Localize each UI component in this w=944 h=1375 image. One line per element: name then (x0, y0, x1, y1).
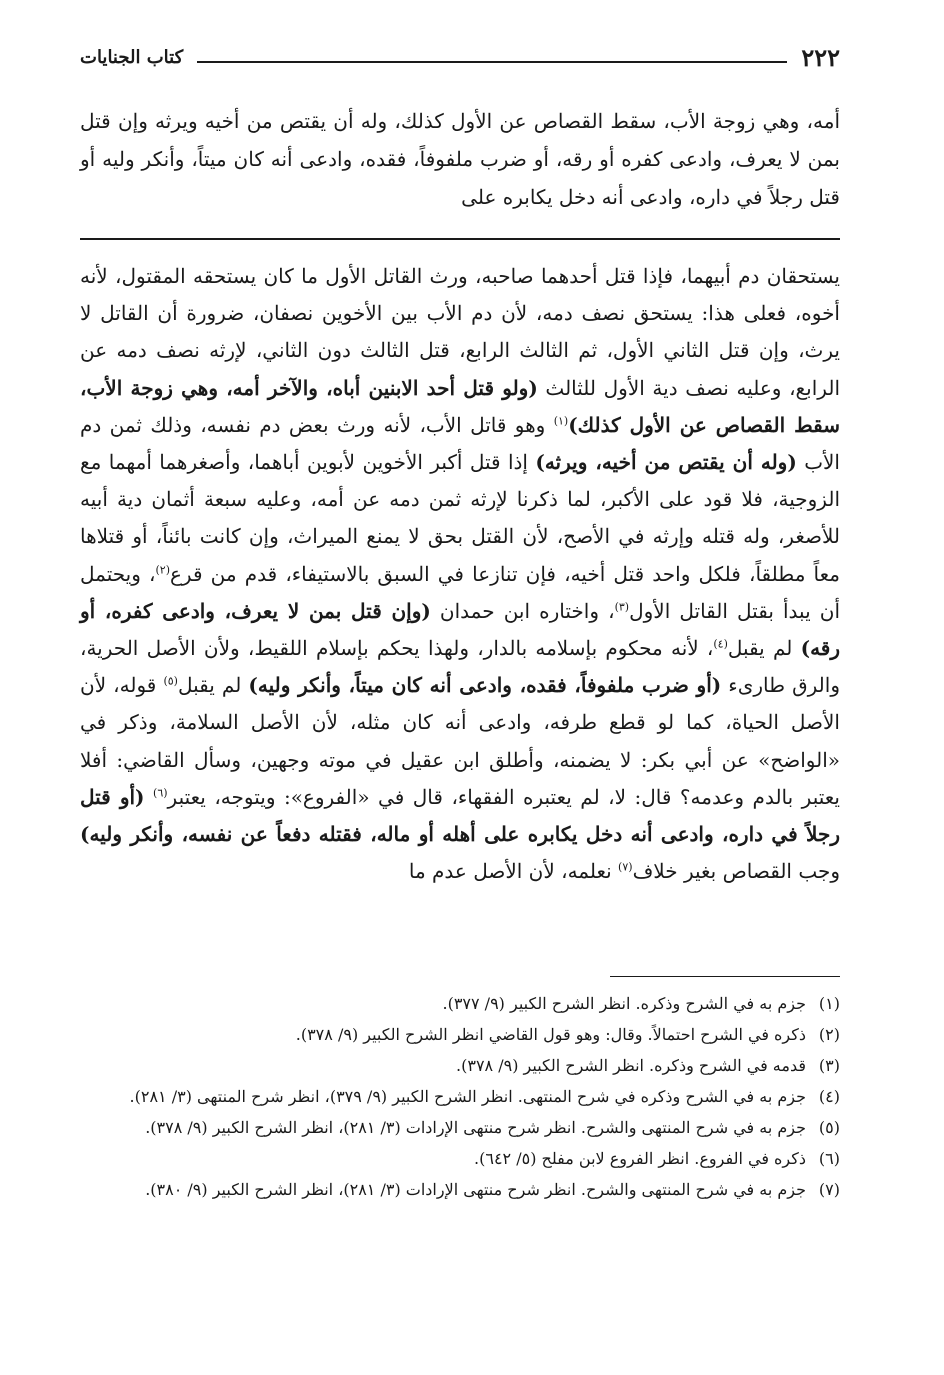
footnote-number: (٥) (818, 1118, 840, 1137)
footnote-text: قدمه في الشرح وذكره. انظر الشرح الكبير (٩/ ٣٧٨). (456, 1056, 806, 1075)
commentary-segment: إذا قتل أكبر الأخوين لأبوين أباهما، وأصغرهما أمهما مع الزوجية، فلا قود على الأكبر، لما ذكرنا لإرثه ثمن دمه عن أمه، وعليه سبعة أثمان دية أبيه للأصغر، وله قتله وإرثه في الأصح، لأن القتل بحق لا يمنع الميراث، وإن كانت بائناً، أو قتلاها معاً مطلقاً، فلكل واحد قتل أخيه، فإن تنازعا في السبق بالاستيفاء، قدم من قرع (80, 450, 840, 586)
footnote-item (80, 1145, 840, 1173)
footnote-divider (610, 976, 840, 977)
footnote-number: (١) (818, 994, 840, 1013)
footnote-number: (٢) (818, 1025, 840, 1044)
footnote-text: جزم به في الشرح وذكره في شرح المنتهى. انظر الشرح الكبير (٩/ ٣٧٩)، انظر شرح المنتهى (٣/ ٢٨١). (129, 1087, 806, 1106)
footnotes (80, 990, 840, 1207)
footnote-text: ذكره في الفروع. انظر الفروع لابن مفلح (٥/ ٦٤٢). (474, 1149, 806, 1168)
section-divider (80, 238, 840, 240)
footnote-number: (٤) (818, 1087, 840, 1106)
page-header (80, 40, 840, 74)
footnote-number: (٣) (818, 1056, 840, 1075)
footnote-ref[interactable]: (٤) (713, 637, 728, 651)
main-text (80, 102, 840, 216)
commentary-segment: وجب القصاص بغير خلاف (632, 859, 840, 884)
quoted-main-text: (أو ضرب ملفوفاً، فقده، وادعى أنه كان ميتاً، وأنكر وليه) (248, 673, 722, 698)
footnote-ref[interactable]: (٥) (163, 674, 178, 688)
quoted-main-text: (ولو قتل أحد الابنين أباه، والآخر أمه، وهي زوجة الأب، سقط القصاص عن الأول كذلك) (80, 375, 840, 437)
main-text-paragraph: أمه، وهي زوجة الأب، سقط القصاص عن الأول كذلك، وله أن يقتص من أخيه ويرثه وإن قتل بمن لا يعرف، وادعى كفره أو رقه، أو ضرب ملفوفاً، فقده، وادعى أنه كان ميتاً، وأنكر وليه أو قتل رجلاً في داره، وادعى أنه دخل يكابره على (80, 109, 840, 209)
chapter-title: كتاب الجنايات (80, 46, 184, 68)
footnote-number: (٧) (818, 1180, 840, 1199)
commentary-segment: ، ويحتمل أن يبدأ بقتل القاتل الأول (80, 561, 841, 623)
page-number: ٢٢٢ (801, 42, 840, 72)
footnote-item (80, 990, 840, 1018)
commentary-segment: لم يقبل (177, 673, 249, 698)
header-rule (197, 61, 787, 63)
commentary-segment: ، واختاره ابن حمدان (430, 598, 615, 623)
footnote-ref[interactable]: (٦) (153, 786, 168, 800)
footnote-text: ذكره في الشرح احتمالاً. وقال: وهو قول القاضي انظر الشرح الكبير (٩/ ٣٧٨). (295, 1025, 806, 1044)
footnote-item (80, 1176, 840, 1204)
footnote-text: جزم به في شرح المنتهى والشرح. انظر شرح منتهى الإرادات (٣/ ٢٨١)، انظر الشرح الكبير (٩/ ٣٧٨). (145, 1118, 806, 1137)
quoted-main-text: (وله أن يقتص من أخيه، ويرثه) (535, 450, 797, 475)
footnote-text: جزم به في شرح المنتهى والشرح. انظر شرح منتهى الإرادات (٣/ ٢٨١)، انظر الشرح الكبير (٩/ ٣٨٠). (145, 1180, 806, 1199)
footnote-ref[interactable]: (١) (553, 414, 569, 428)
footnote-item (80, 1083, 840, 1111)
quoted-main-text: (وإن قتل بمن لا يعرف، وادعى كفره، أو رقه) (80, 598, 841, 661)
commentary-paragraph (80, 258, 840, 890)
footnote-ref[interactable]: (٧) (618, 860, 633, 874)
footnote-item (80, 1114, 840, 1142)
footnote-ref[interactable]: (٢) (155, 562, 170, 576)
commentary-segment: وهو قاتل الأب، لأنه ورث بعض دم نفسه، وذلك ثمن دم الأب (80, 412, 840, 475)
commentary-segment: قوله، لأن الأصل الحياة، كما لو قطع طرفه، وادعى أنه كان مثله، لأن الأصل السلامة، وذكر في «الواضح» عن أبي بكر: لا يضمنه، وأطلق ابن عقيل في موته وجهين، وسأل القاضي: أفلا يعتبر بالدم وعدمه؟ قال: لا، لم يعتبره الفقهاء، قال في «الفروع»: ويتوجه، يعتبر (80, 673, 841, 809)
commentary-segment: يستحقان دم أبيهما، فإذا قتل أحدهما صاحبه، ورث القاتل الأول ما كان يستحقه المقتول، لأنه أخوه، فعلى هذا: يستحق نصف دمه، لأن دم الأب بين الأخوين نصفان، ضرورة أن القاتل لا يرث، وإن قتل الثاني الأول، ثم الثالث الرابع، قتل الثالث دون الثاني، لإرثه نصف دمه عن الرابع، وعليه نصف دية الأول للثالث (80, 264, 841, 400)
footnote-ref[interactable]: (٣) (614, 600, 630, 614)
footnote-item (80, 1021, 840, 1049)
commentary-segment: لم يقبل (727, 636, 801, 661)
footnote-number: (٦) (818, 1149, 840, 1168)
footnote-text: جزم به في الشرح وذكره. انظر الشرح الكبير (٩/ ٣٧٧). (442, 994, 806, 1013)
commentary-segment: ، لأنه محكوم بإسلامه بالدار، ولهذا يحكم بإسلام اللقيط، ولأن الأصل الحرية، والرق طارىء (80, 636, 840, 698)
quoted-main-text: (أو قتل رجلاً في داره، وادعى أنه دخل يكابره على أهله أو ماله، فقتله دفعاً عن نفسه، وأنكر وليه) (80, 784, 840, 847)
commentary-segment: نعلمه، لأن الأصل عدم ما (408, 859, 619, 884)
footnote-item (80, 1052, 840, 1080)
commentary-text (80, 258, 840, 890)
commentary-segment (145, 785, 154, 809)
